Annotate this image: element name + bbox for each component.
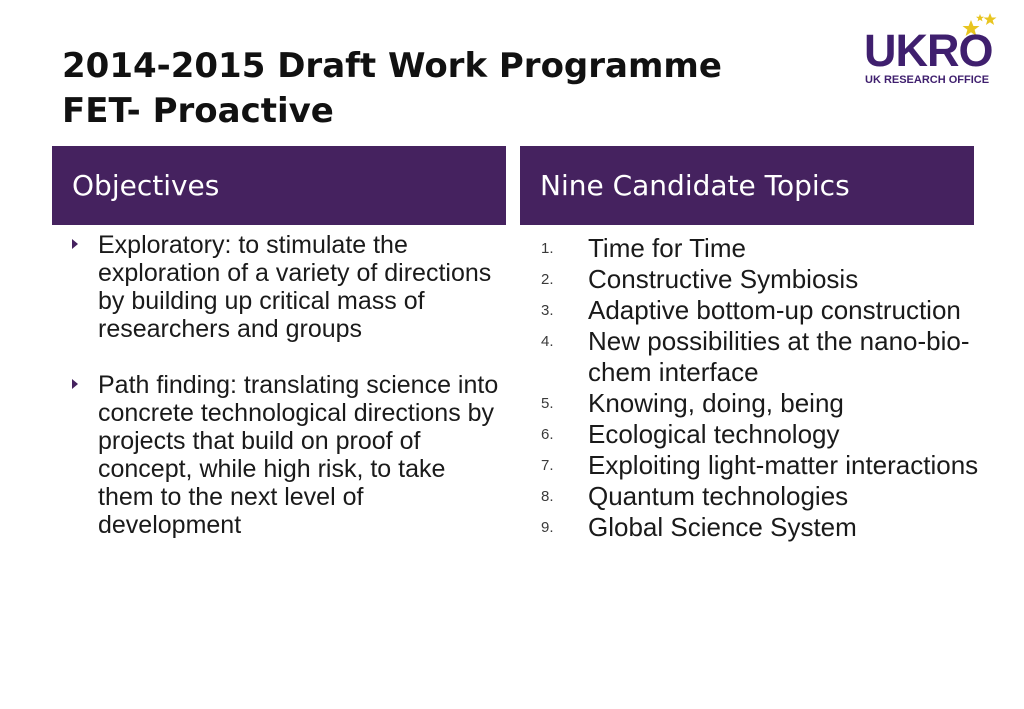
topic-item: [541, 233, 981, 264]
objective-text: Exploratory: to stimulate the exploration of a variety of directions by building up critical mass of researchers and groups: [98, 231, 492, 343]
topic-label: Exploiting light-matter interactions: [588, 450, 979, 480]
topic-number: 1.: [541, 240, 554, 257]
topic-item: [541, 326, 981, 388]
topic-label: New possibilities at the nano-bio-chem interface: [588, 326, 970, 387]
logo-subtitle: UK RESEARCH OFFICE: [865, 74, 990, 86]
ukro-logo: [864, 12, 1014, 84]
topic-label: Knowing, doing, being: [588, 388, 844, 418]
topic-item: [541, 481, 981, 512]
logo-wordmark: UKRO: [864, 25, 993, 76]
topic-label: Time for Time: [588, 233, 746, 263]
topic-number: 7.: [541, 457, 554, 474]
topic-item: [541, 450, 981, 481]
topic-number: 5.: [541, 395, 554, 412]
topic-item: [541, 419, 981, 450]
topic-label: Constructive Symbiosis: [588, 264, 859, 294]
topic-number: 9.: [541, 519, 554, 536]
topic-number: 4.: [541, 333, 554, 350]
objectives-header: Objectives: [52, 146, 506, 225]
topic-number: 3.: [541, 302, 554, 319]
topic-number: 6.: [541, 426, 554, 443]
slide-title-line-1: 2014-2015 Draft Work Programme: [62, 46, 722, 86]
objective-text: Path finding: translating science into concrete technological directions by projects that build on proof of concept, while high risk, to take them to the next level of development: [98, 371, 499, 539]
slide-title-line-2: FET- Proactive: [62, 91, 334, 131]
topic-label: Ecological technology: [588, 419, 840, 449]
objective-item: [62, 371, 502, 539]
slide-title: [62, 44, 722, 134]
topic-item: [541, 512, 981, 543]
topics-header: Nine Candidate Topics: [520, 146, 974, 225]
topic-item: [541, 264, 981, 295]
topics-list: [541, 233, 981, 543]
topic-item: [541, 388, 981, 419]
topic-number: 2.: [541, 271, 554, 288]
topic-item: [541, 295, 981, 326]
objective-item: [62, 231, 502, 343]
topic-label: Quantum technologies: [588, 481, 849, 511]
objectives-list: [62, 231, 502, 567]
topic-number: 8.: [541, 488, 554, 505]
topic-label: Global Science System: [588, 512, 857, 542]
bullet-arrow-icon: [72, 239, 78, 249]
topic-label: Adaptive bottom-up construction: [588, 295, 961, 325]
bullet-arrow-icon: [72, 379, 78, 389]
